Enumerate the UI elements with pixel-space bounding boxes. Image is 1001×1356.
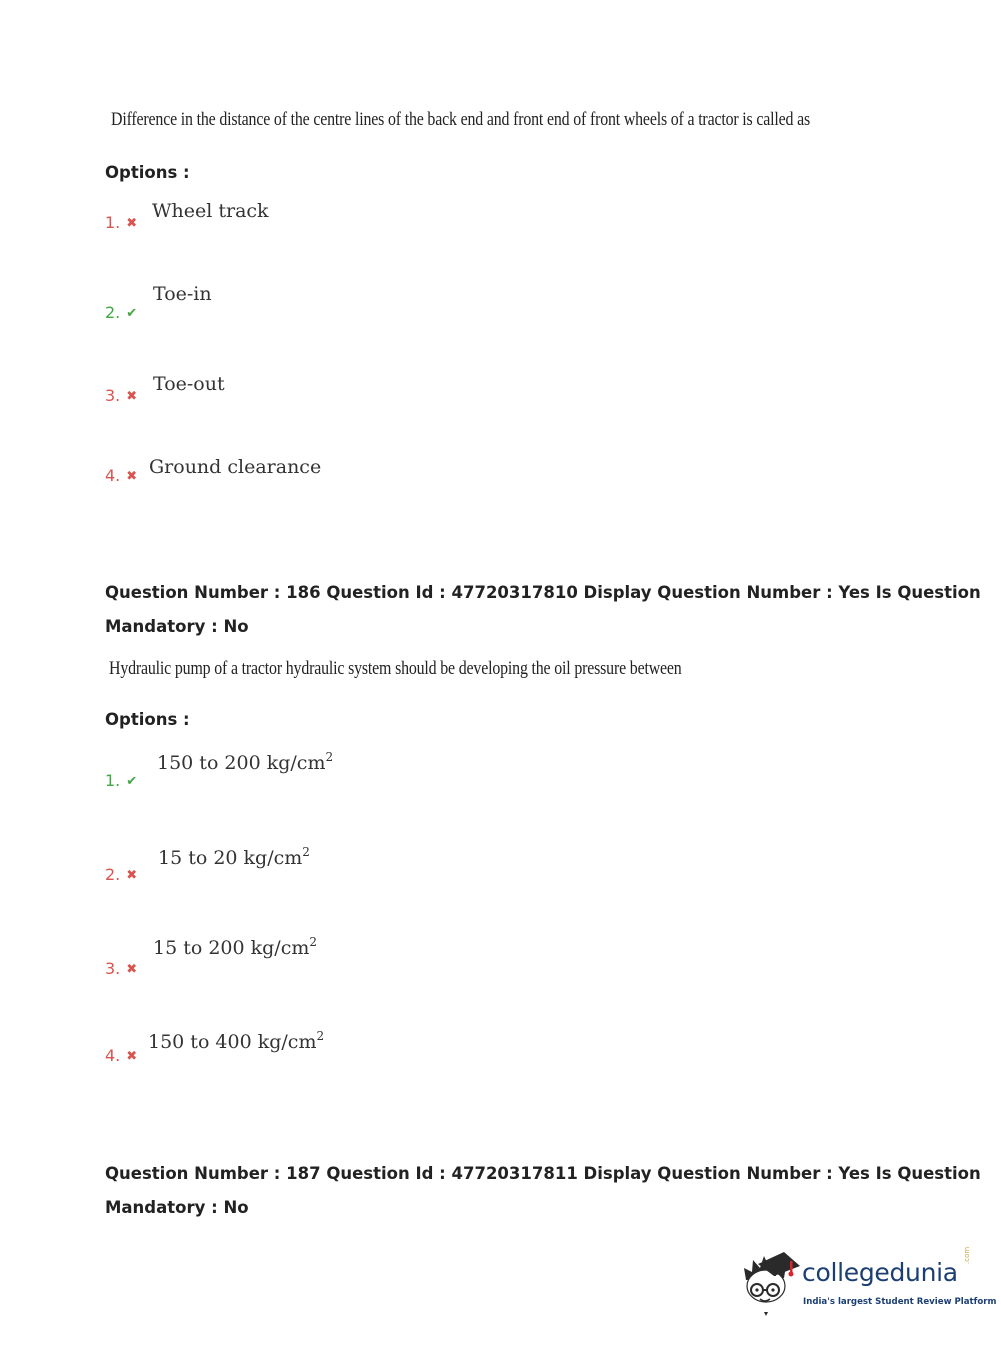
logo-wordmark: collegedunia [802,1258,958,1287]
checkmark-icon: ✔ [126,774,138,789]
option-2-number: 2. ✔ [105,303,138,322]
options-label-186: Options : [105,710,190,729]
option-2-text: Toe-in [153,283,212,305]
cross-icon: ✖ [126,389,138,404]
question-header-187: Question Number : 187 Question Id : 47720317811 Display Question Number : Yes Is Question [105,1164,981,1183]
option-1-number: 1. ✖ [105,213,138,232]
logo-tagline: India's largest Student Review Platform [803,1297,997,1307]
option-2-text: 15 to 20 $kg/cm^2$ [158,845,310,869]
option-2-number: 2. ✖ [105,865,138,884]
cross-icon: ✖ [126,962,138,977]
question-text-186: Hydraulic pump of a tractor hydraulic system should be developing the oil pressure between [109,659,682,679]
cross-icon: ✖ [126,216,138,231]
options-label-185: Options : [105,163,190,182]
option-1-text: Wheel track [152,200,269,222]
question-mandatory-187: Mandatory : No [105,1198,249,1217]
option-1-text: 150 to 200 $kg/cm^2$ [157,750,334,774]
checkmark-icon: ✔ [126,306,138,321]
option-4-number: 4. ✖ [105,1046,138,1065]
option-1-number: 1. ✔ [105,771,138,790]
option-3-number: 3. ✖ [105,959,138,978]
option-3-number: 3. ✖ [105,386,138,405]
option-4-text: 150 to 400 $kg/cm^2$ [148,1029,325,1053]
option-3-text: Toe-out [153,373,225,395]
cross-icon: ✖ [126,1049,138,1064]
logo-suffix: .com [963,1246,971,1264]
question-mandatory-186: Mandatory : No [105,617,249,636]
question-text-185: Difference in the distance of the centre lines of the back end and front end of front wheels of a tractor is called as [111,110,811,130]
collegedunia-logo [740,1246,997,1326]
question-header-186: Question Number : 186 Question Id : 47720317810 Display Question Number : Yes Is Question [105,583,981,602]
mascot-icon [740,1246,802,1326]
option-4-number: 4. ✖ [105,466,138,485]
cross-icon: ✖ [126,868,138,883]
option-3-text: 15 to 200 $kg/cm^2$ [153,935,318,959]
option-4-text: Ground clearance [149,456,322,478]
cross-icon: ✖ [126,469,138,484]
